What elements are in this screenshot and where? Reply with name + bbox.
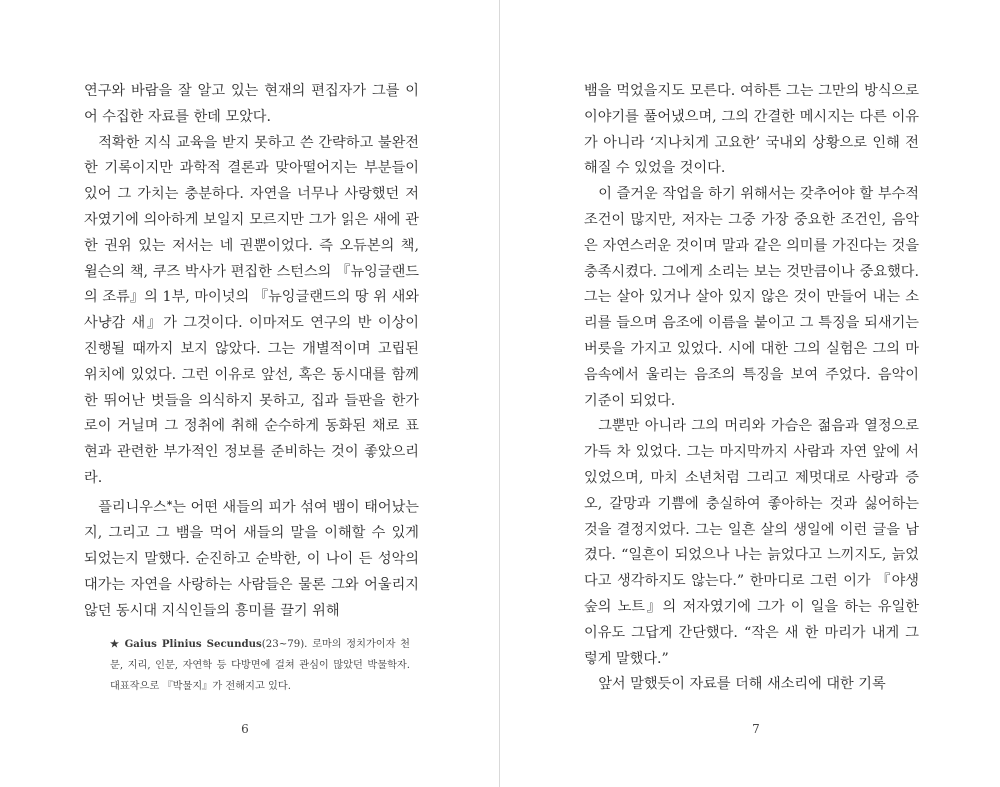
paragraph (84, 492, 419, 625)
footnote-marker[interactable]: * (166, 497, 173, 511)
page-number: 6 (241, 722, 249, 736)
footnote-star-icon: ★ (110, 638, 121, 650)
paragraph: 그뿐만 아니라 그의 머리와 가슴은 젊음과 열정으로 가득 차 있었다. 그는 마지막까지 사람과 자연 앞에 서 있었으며, 마치 소년처럼 그리고 제멋대로 사랑과 증오, 갈망과 기쁨에 충실하여 좋아하는 것과 싫어하는 것을 결정지었다. 그는 일흔 살의 생일에 이런 글을 남겼다. “일흔이 되었으나 나는 늙었다고 느끼지도, 늙었다고 생각하지도 않는다.” 한마디로 그런 이가 『야생 숲의 노트』의 저자였기에 그가 이 일을 하는 유일한 이유도 그답게 간단했다. “작은 새 한 마리가 내게 그렇게 말했다.” (584, 418, 919, 667)
left-body-text (84, 79, 419, 624)
paragraph: 적확한 지식 교육을 받지 못하고 쓴 간략하고 불완전한 기록이지만 과학적 결론과 맞아떨어지는 부분들이 있어 그 가치는 충분하다. 자연을 너무나 사랑했던 저자였기에 의아하게 보일지 모르지만 그가 읽은 새에 관한 권위 있는 저서는 네 권뿐이었다. 즉 오듀본의 책, 윌슨의 책, 쿠즈 박사가 편집한 스턴스의 『뉴잉글랜드의 조류』의 1부, 마이넛의 『뉴잉글랜드의 땅 위 새와 사냥감 새』가 그것이다. 이마저도 연구의 반 이상이 진행될 때까지 보지 않았다. 그는 개별적이며 고립된 위치에 있었다. 그런 이유로 앞선, 혹은 동시대를 함께한 뛰어난 벗들을 의식하지 못하고, 집과 들판을 한가로이 거닐며 그 정취에 취해 순수하게 동화된 채로 표현과 관련한 부가적인 정보를 준비하는 것이 좋았으리라. (84, 134, 419, 486)
paragraph: 이 즐거운 작업을 하기 위해서는 갖추어야 할 부수적 조건이 많지만, 저자는 그중 가장 중요한 조건인, 음악은 자연스러운 것이며 말과 같은 의미를 가진다는 것을 충족시켰다. 그에게 소리는 보는 것만큼이나 중요했다. 그는 살아 있거나 살아 있지 않은 것이 만들어 내는 소리를 들으며 음조에 이름을 붙이고 그 특징을 되새기는 버릇을 가지고 있었다. 시에 대한 그의 실험은 그의 마음속에서 울리는 음조의 특징을 보여 주었다. 음악이 기준이 되었다. (584, 186, 919, 409)
paragraph: 앞서 말했듯이 자료를 더해 새소리에 대한 기록 (598, 676, 886, 693)
paragraph: 연구와 바람을 잘 알고 있는 현재의 편집자가 그를 이어 수집한 자료를 한데 모았다. (84, 83, 419, 125)
paragraph-text: 플리니우스 (98, 499, 167, 516)
footnote-text: (23~79). 로마의 정치가이자 천문, 지리, 인문, 자연학 등 다방면에 걸쳐 관심이 많았던 박물학자. 대표작으로 『박물지』가 전해지고 있다. (110, 639, 410, 692)
paragraph-text: 는 어떤 새들의 피가 섞여 뱀이 태어났는지, 그리고 그 뱀을 먹어 새들의 말을 이해할 수 있게 되었는지 말했다. 순진하고 순박한, 이 나이 든 성악의 대가는 자연을 사랑하는 사람들은 물론 그와 어울리지 않던 동시대 지식인들의 흥미를 끌기 위해 (84, 499, 419, 619)
right-page (500, 0, 1000, 787)
right-body-text (584, 79, 919, 698)
footnote-term: Gaius Plinius Secundus (124, 638, 262, 650)
footnote (110, 634, 410, 697)
paragraph: 뱀을 먹었을지도 모른다. 여하튼 그는 그만의 방식으로 이야기를 풀어냈으며, 그의 간결한 메시지는 다른 이유가 아니라 ‘지나치게 고요한’ 국내외 상황으로 인해 전해질 수 있었을 것이다. (584, 83, 919, 177)
page-number: 7 (752, 722, 760, 736)
